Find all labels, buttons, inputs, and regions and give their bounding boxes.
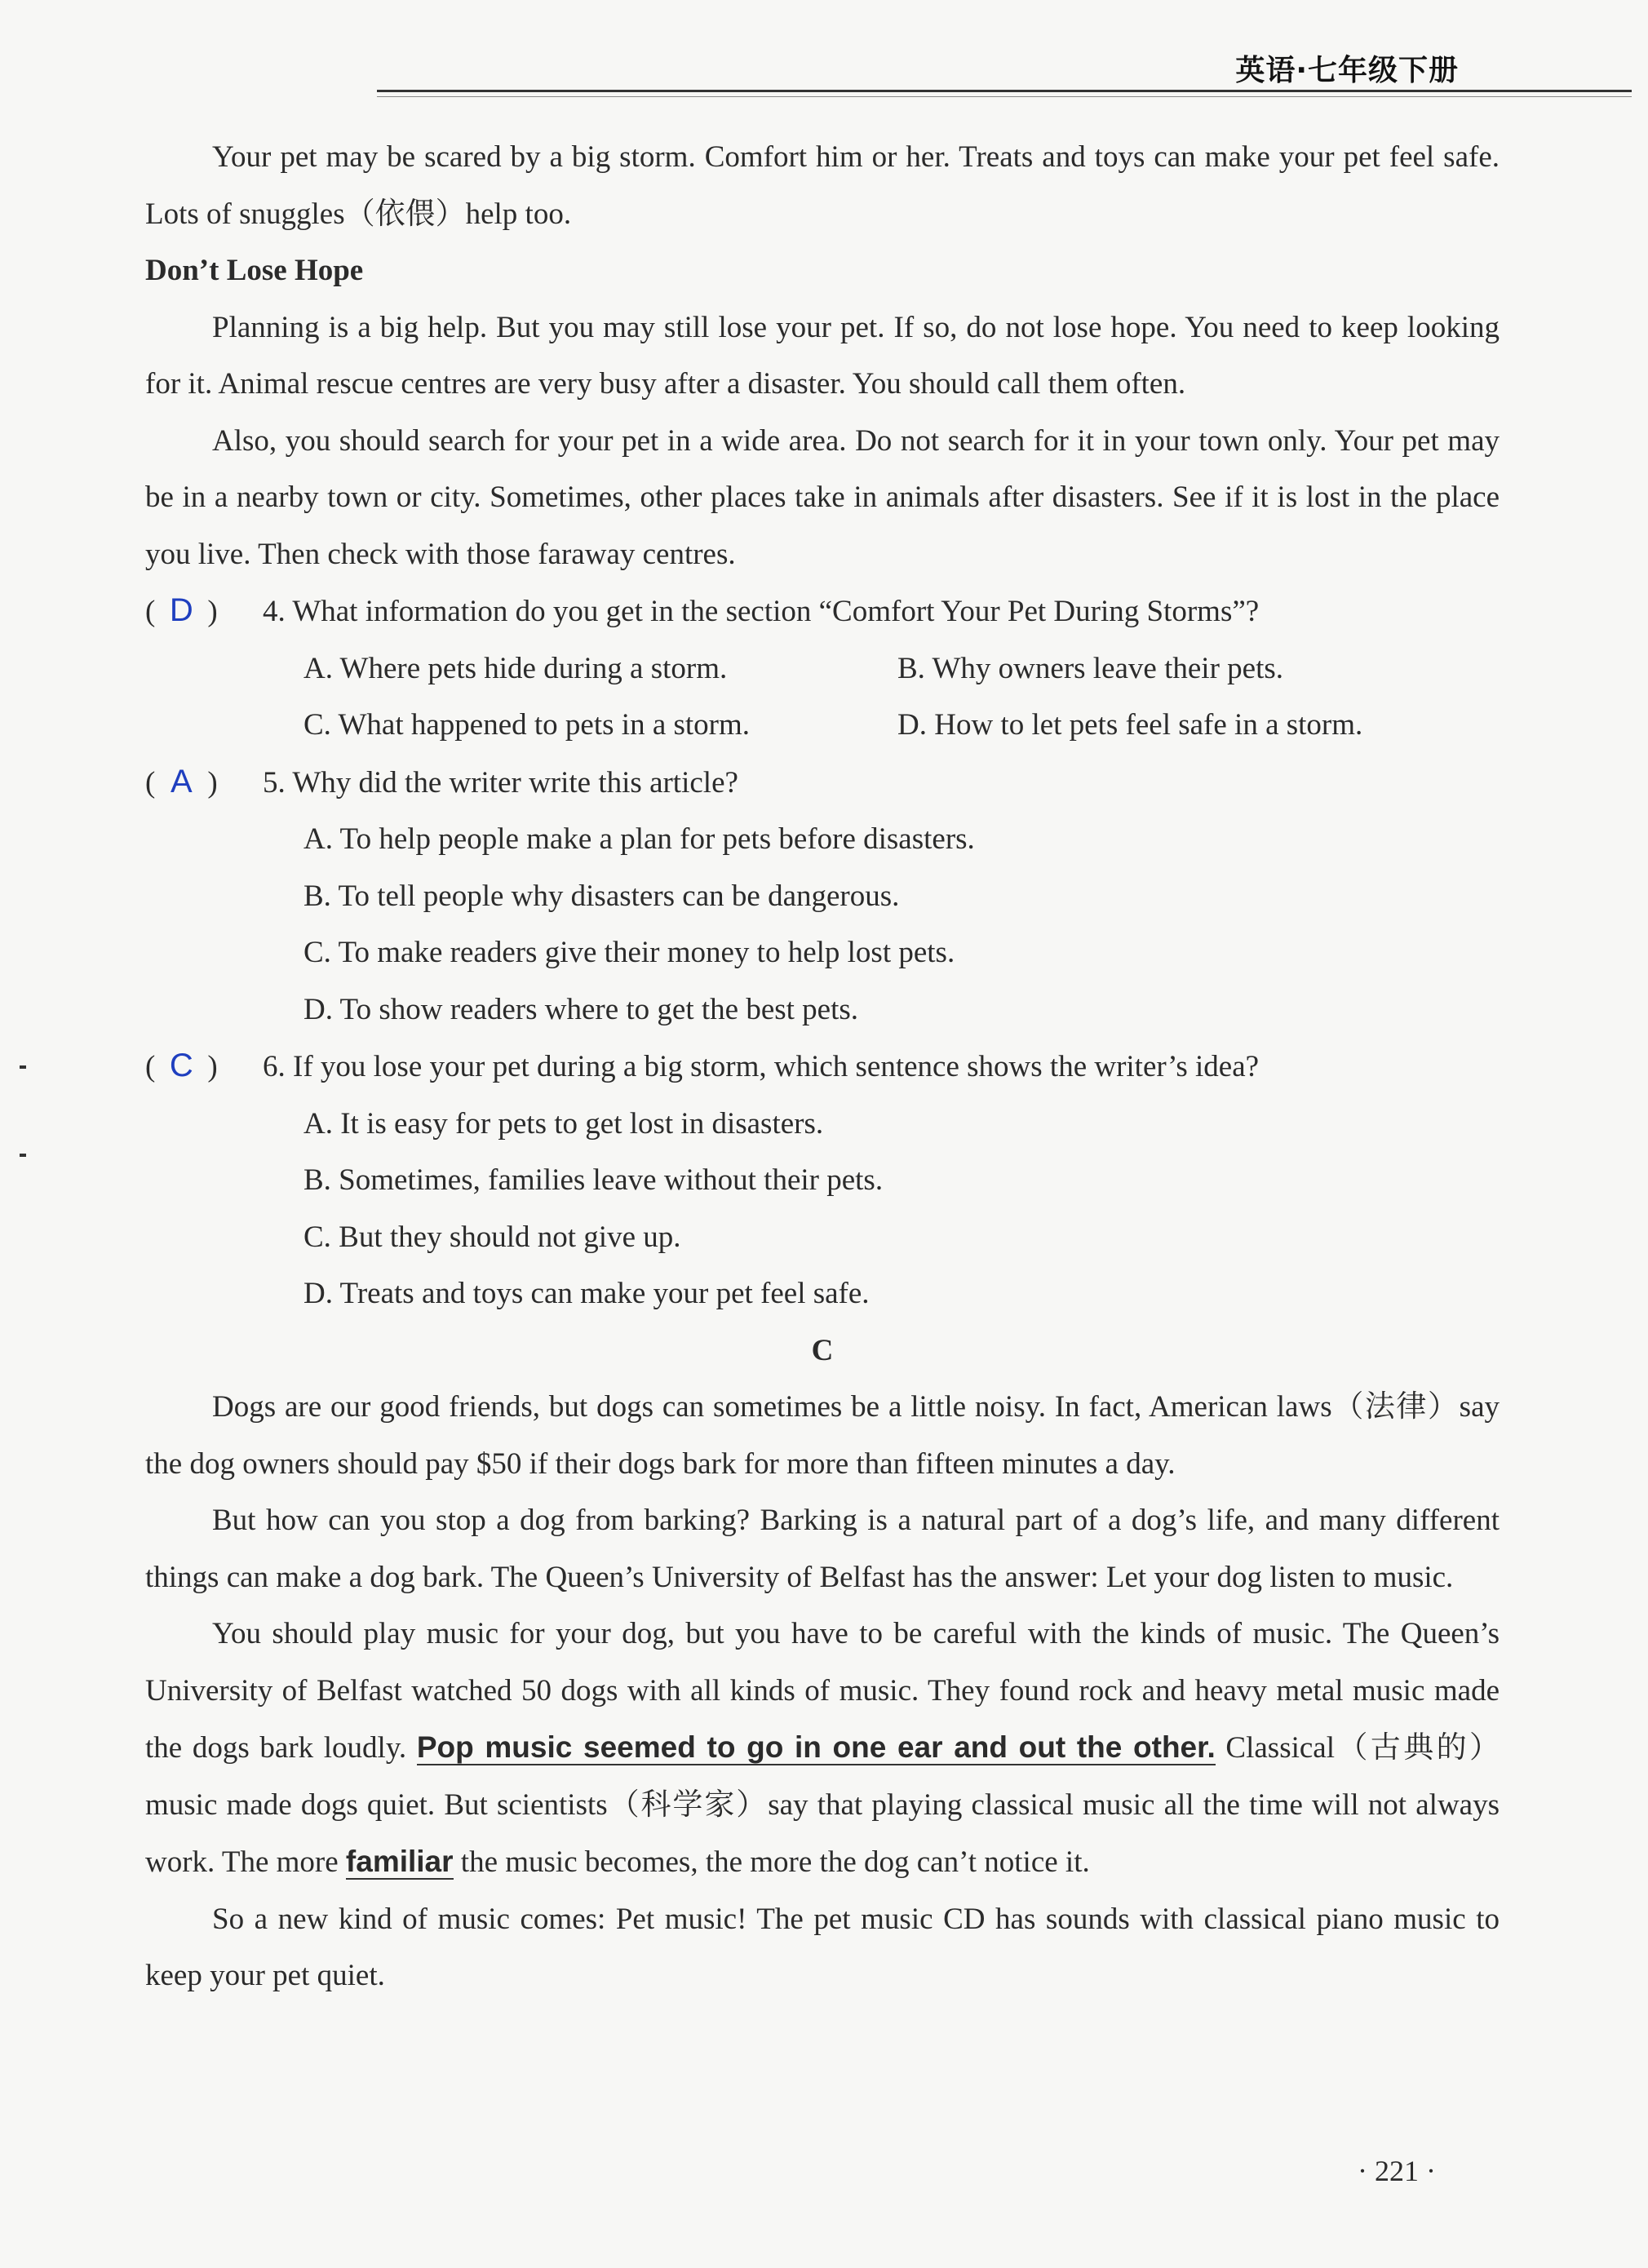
option-a: A. Where pets hide during a storm. (303, 651, 728, 685)
answer-bracket: ( D ) (145, 583, 263, 640)
question-stem (145, 583, 1500, 640)
option-a: A. To help people make a plan for pets before disasters. (303, 822, 975, 856)
book-title: 英语·七年级下册 (1235, 54, 1459, 87)
option-c: C. To make readers give their money to help lost pets. (303, 936, 955, 969)
question-stem (145, 754, 1500, 812)
page-number: · 221 · (1358, 2155, 1436, 2187)
option-d: D. Treats and toys can make your pet feel safe. (303, 1277, 870, 1310)
paragraph-c3 (145, 1606, 1500, 1891)
options (145, 811, 1500, 1038)
option-d: D. To show readers where to get the best pets. (303, 992, 859, 1026)
answer-bracket: ( A ) (145, 754, 263, 812)
page-content (145, 129, 1500, 2004)
question-stem (145, 1038, 1500, 1096)
text-run: the music becomes, the more the dog can’t notice it. (453, 1845, 1090, 1879)
text-run: You should play music for your dog, but you have to be careful with the kinds of music. The Queen’s University of Belfast watched 50 dogs with all kinds of music. They found rock and heavy metal music made the dogs bark loudly. (145, 1617, 1500, 1765)
option-d: D. How to let pets feel safe in a storm. (897, 708, 1363, 742)
paragraph-planning: Planning is a big help. But you may still lose your pet. If so, do not lose hope. You need to keep looking for it. Animal rescue centres are very busy after a disaster. You should call them often. (145, 310, 1500, 401)
option-b: B. To tell people why disasters can be dangerous. (303, 879, 900, 913)
margin-mark (20, 1154, 26, 1157)
paragraph-c2: But how can you stop a dog from barking? Barking is a natural part of a dog’s life, and many different things can make a dog bark. The Queen’s University of Belfast has the answer: Let your dog listen to music. (145, 1504, 1500, 1594)
option-b: B. Why owners leave their pets. (897, 651, 1283, 685)
header-rule-thin (377, 96, 1632, 97)
paragraph-also: Also, you should search for your pet in a wide area. Do not search for it in your town only. Your pet may be in a nearby town or city. Sometimes, other places take in animals after disasters. See if it is lost in the place you live. Then check with those faraway centres. (145, 423, 1500, 571)
question-text: 4. What information do you get in the section “Comfort Your Pet During Storms”? (263, 595, 1260, 628)
question-6 (145, 1038, 1500, 1322)
option-b: B. Sometimes, families leave without their pets. (303, 1163, 884, 1197)
underlined-sentence: Pop music seemed to go in one ear and out the other. (416, 1730, 1216, 1764)
text-run: Classical（古典的）music made dogs quiet. But scientists（科学家）say that playing classical music all the time will not always work. The more (145, 1731, 1500, 1879)
option-c: C. What happened to pets in a storm. (303, 708, 751, 742)
question-4 (145, 583, 1500, 754)
options (145, 1096, 1500, 1322)
header-rule (377, 90, 1632, 92)
underlined-word: familiar (345, 1845, 454, 1878)
option-a: A. It is easy for pets to get lost in disasters. (303, 1106, 824, 1141)
question-5 (145, 754, 1500, 1039)
section-heading: Don’t Lose Hope (145, 254, 364, 287)
answer-mark: D (169, 592, 193, 628)
option-c: C. But they should not give up. (303, 1220, 681, 1254)
question-text: 5. Why did the writer write this article? (263, 765, 738, 800)
margin-mark (20, 1065, 26, 1069)
paragraph-c1: Dogs are our good friends, but dogs can sometimes be a little noisy. In fact, American laws（法律）say the dog owners should pay $50 if their dogs bark for more than fifteen minutes a day. (145, 1390, 1500, 1481)
options (145, 640, 1500, 754)
paragraph-comfort: Your pet may be scared by a big storm. Comfort him or her. Treats and toys can make your pet feel safe. Lots of snuggles（依偎）help too. (145, 140, 1500, 231)
section-letter: C (811, 1333, 834, 1367)
question-text: 6. If you lose your pet during a big storm, which sentence shows the writer’s idea? (263, 1050, 1260, 1083)
paragraph-c4: So a new kind of music comes: Pet music! The pet music CD has sounds with classical piano music to keep your pet quiet. (145, 1902, 1500, 1992)
answer-mark: C (169, 1048, 193, 1083)
answer-bracket: ( C ) (145, 1038, 263, 1096)
page-header (0, 0, 1648, 98)
answer-mark: A (170, 763, 193, 800)
